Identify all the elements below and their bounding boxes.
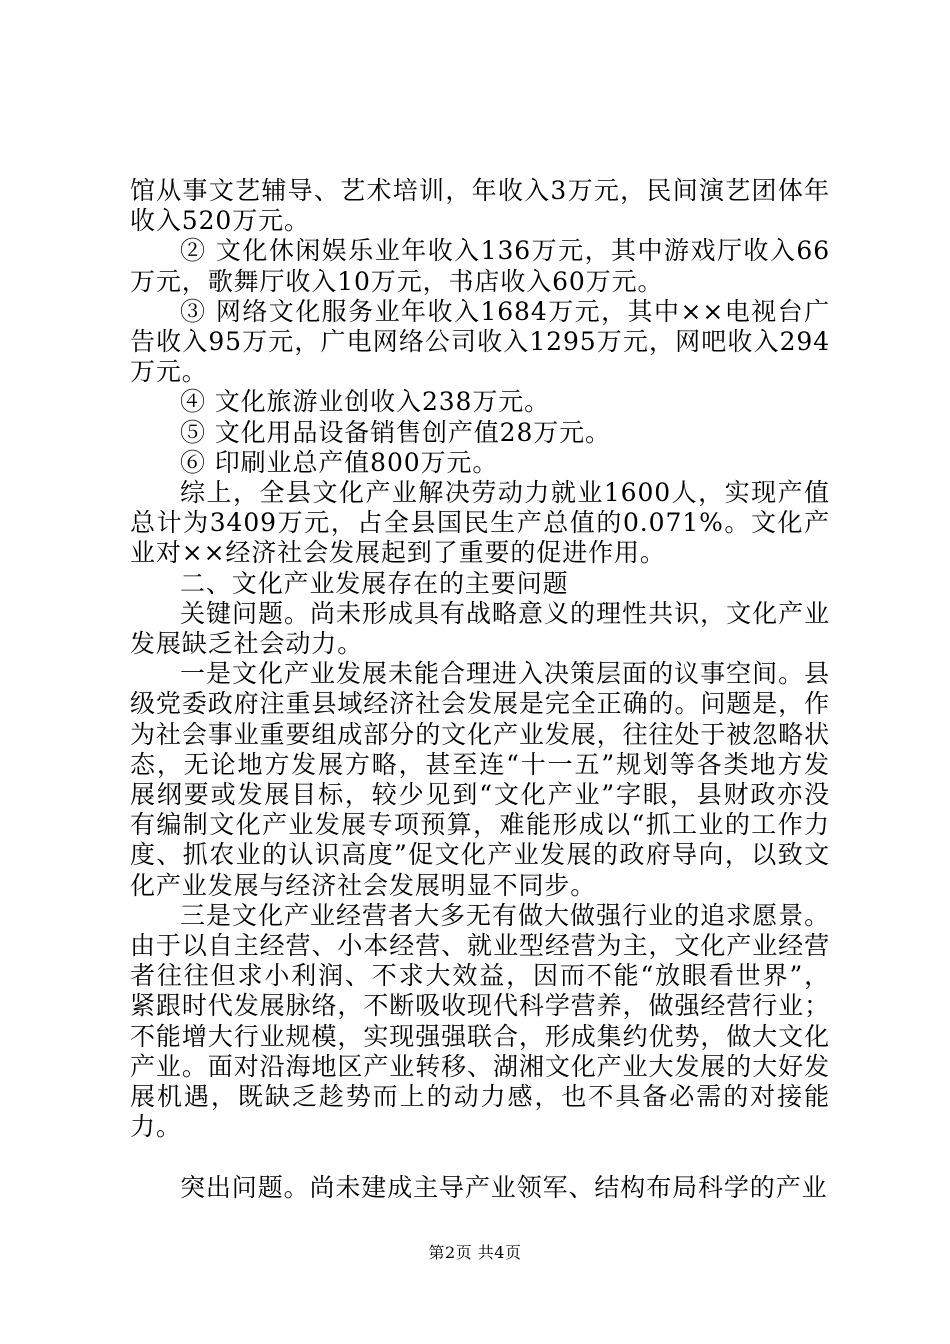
section-heading: 二、文化产业发展存在的主要问题 xyxy=(180,568,569,598)
paragraph-item-6: ⑥ 印刷业总产值800万元。 xyxy=(180,447,499,477)
paragraph-continuation: 馆从事文艺辅导、艺术培训，年收入3万元，民间演艺团体年收入520万元。 xyxy=(130,176,830,236)
document-body xyxy=(130,176,830,1203)
paragraph-summary: 综上，全县文化产业解决劳动力就业1600人，实现产值总计为3409万元，占全县国民生产总值的0.071%。文化产业对××经济社会发展起到了重要的促进作用。 xyxy=(130,478,830,568)
paragraph-item-5: ⑤ 文化用品设备销售创产值28万元。 xyxy=(180,417,611,447)
paragraph-item-3: ③ 网络文化服务业年收入1684万元，其中××电视台广告收入95万元，广电网络公司收入1295万元，网吧收入294万元。 xyxy=(130,296,830,387)
page-number-footer: 第2页 共4页 xyxy=(428,1243,522,1262)
paragraph-prominent-issue: 突出问题。尚未建成主导产业领军、结构布局科学的产业 xyxy=(180,1172,828,1202)
paragraph-item-4: ④ 文化旅游业创收入238万元。 xyxy=(180,387,551,417)
paragraph-item-2: ② 文化休闲娱乐业年收入136万元，其中游戏厅收入66万元，歌舞厅收入10万元，书店收入60万元。 xyxy=(130,236,830,296)
paragraph-key-issue: 关键问题。尚未形成具有战略意义的理性共识，文化产业发展缺乏社会动力。 xyxy=(130,598,830,659)
paragraph-point-three: 三是文化产业经营者大多无有做大做强行业的追求愿景。由于以自主经营、小本经营、就业型经营为主，文化产业经营者往往但求小利润、不求大效益，因而不能“放眼看世界”，紧跟时代发展脉络，不断吸收现代科学营养，做强经营行业；不能增大行业规模，实现强强联合，形成集约优势，做大文化产业。面对沿海地区产业转移、湖湘文化产业大发展的大好发展机遇，既缺乏趁势而上的动力感，也不具备必需的对接能力。 xyxy=(130,900,830,1142)
paragraph-point-one: 一是文化产业发展未能合理进入决策层面的议事空间。县级党委政府注重县域经济社会发展是完全正确的。问题是，作为社会事业重要组成部分的文化产业发展，往往处于被忽略状态，无论地方发展方略，甚至连“十一五”规划等各类地方发展纲要或发展目标，较少见到“文化产业”字眼，县财政亦没有编制文化产业发展专项预算，难能形成以“抓工业的工作力度、抓农业的认识高度”促文化产业发展的政府导向，以致文化产业发展与经济社会发展明显不同步。 xyxy=(130,659,830,900)
